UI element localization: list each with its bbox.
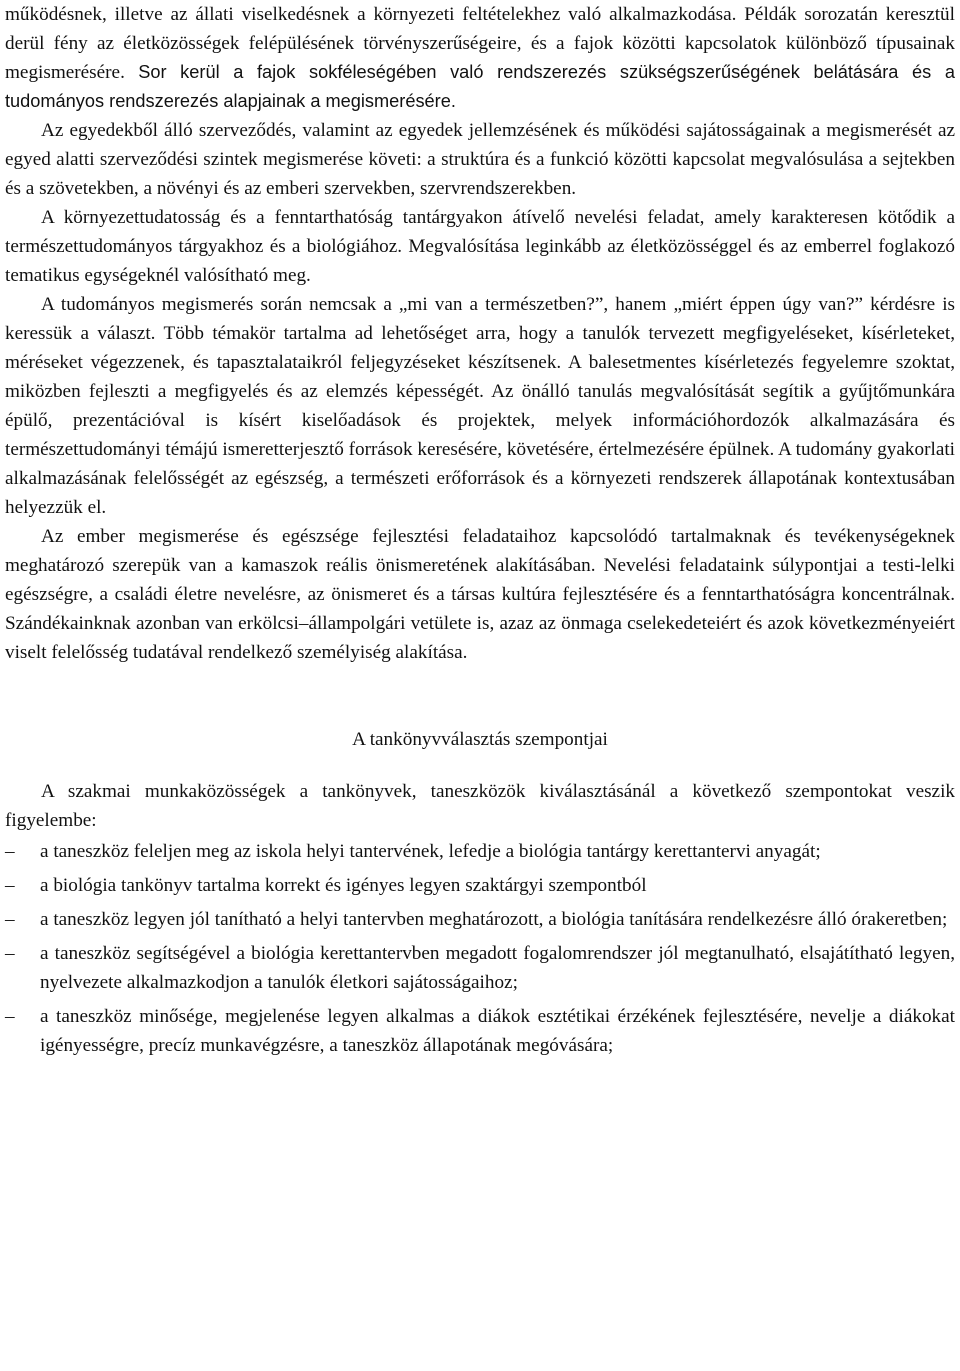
- list-item: [5, 939, 955, 997]
- dash-bullet-icon: –: [5, 841, 15, 862]
- list-item-text: a taneszköz feleljen meg az iskola helyi tantervének, lefedje a biológia tantárgy kerettantervi anyagát;: [40, 841, 821, 862]
- list-item: [5, 1002, 955, 1060]
- paragraph-human-health: Az ember megismerése és egészsége fejlesztési feladataihoz kapcsolódó tartalmaknak és tevékenységeknek meghatározó szerepük van a kamaszok reális önismeretének alakításában. Nevelési feladataink súlypontjai a testi-lelki egészségre, a családi életre nevelésre, az önismeret és a társas kultúra fejlesztésére és a fenntarthatóságra koncentrálnak. Szándékainknak azonban van erkölcsi–állampolgári vetülete is, azaz az önmaga cselekedeteiért és azok következményeiért viselt felelősség tudatával rendelkező személyiség alakítása.: [5, 526, 955, 663]
- dash-bullet-icon: –: [5, 875, 15, 896]
- criteria-list: [5, 837, 955, 1060]
- list-item-text: a taneszköz legyen jól tanítható a helyi tantervben meghatározott, a biológia tanítására rendelkezésre álló órakeretben;: [40, 909, 948, 930]
- paragraph-environmental-awareness: A környezettudatosság és a fenntarthatóság tantárgyakon átívelő nevelési feladat, amely karakteresen kötődik a természettudományos tárgyakhoz és a biológiához. Megvalósítása leginkább az életközösséggel és az emberrel foglakozó tematikus egységeknél valósítható meg.: [5, 207, 955, 286]
- dash-bullet-icon: –: [5, 943, 15, 964]
- paragraph-life-communities: [5, 0, 955, 116]
- section-intro: A szakmai munkaközösségek a tankönyvek, taneszközök kiválasztásánál a következő szempontokat veszik figyelembe:: [5, 781, 955, 831]
- list-item-text: a taneszköz segítségével a biológia kerettantervben megadott fogalomrendszer jól megtanulható, elsajátítható legyen, nyelvezete alkalmazkodjon a tanulók életkori sajátosságaihoz;: [40, 943, 955, 993]
- list-item: [5, 905, 955, 934]
- paragraph-scientific-inquiry: A tudományos megismerés során nemcsak a „mi van a természetben?”, hanem „miért éppen úgy van?” kérdésre is keressük a választ. Több témakör tartalma ad lehetőséget arra, hogy a tanulók tervezett megfigyeléseket, kísérleteket, méréseket végezzenek, és tapasztalataikról feljegyzéseket készítsenek. A balesetmentes kísérletezés fegyelemre szoktat, miközben fejleszti a megfigyelés és az elemzés képességét. Az önálló tanulás megvalósítását segítik a gyűjtőmunkára épülő, prezentációval is kísért kiselőadások és projektek, melyek információhordozók alkalmazására és természettudományi témájú ismeretterjesztő források keresésére, követésére, értelmezésére épülnek. A tudomány gyakorlati alkalmazásának felelősségét az egészség, a természeti erőforrások és a környezeti rendszerek állapotának kontextusában helyezzük el.: [5, 294, 955, 518]
- list-item: [5, 871, 955, 900]
- list-item-text: a biológia tankönyv tartalma korrekt és igényes legyen szaktárgyi szempontból: [40, 875, 647, 896]
- paragraph-text: működésnek, illetve az állati viselkedésnek a környezeti feltételekhez való alkalmazkodása. Példák sorozatán keresztül derül fény az életközösségek felépülésének törvényszerűségeire, és a fajok közötti kapcsolatok különböző típusainak megismerésére.: [5, 4, 955, 83]
- dash-bullet-icon: –: [5, 1006, 15, 1027]
- document-page: [5, 0, 955, 1065]
- paragraph-organization-levels: Az egyedekből álló szerveződés, valamint az egyedek jellemzésének és működési sajátosságainak a megismerését az egyed alatti szerveződési szintek megismerése követi: a struktúra és a funkció közötti kapcsolat megvalósulása a sejtekben és a szövetekben, a növényi és az emberi szervekben, szervrendszerekben.: [5, 120, 955, 199]
- paragraph-text-sans: Sor kerül a fajok sokféleségében való rendszerezés szükségszerűségének belátására és a tudományos rendszerezés alapjainak a megismerésére.: [5, 62, 955, 111]
- section-heading: A tankönyvválasztás szempontjai: [352, 729, 608, 750]
- list-item-text: a taneszköz minősége, megjelenése legyen alkalmas a diákok esztétikai érzékének fejlesztésére, nevelje a diákokat igényességre, precíz munkavégzésre, a taneszköz állapotának megóvására;: [40, 1006, 955, 1056]
- list-item: [5, 837, 955, 866]
- dash-bullet-icon: –: [5, 909, 15, 930]
